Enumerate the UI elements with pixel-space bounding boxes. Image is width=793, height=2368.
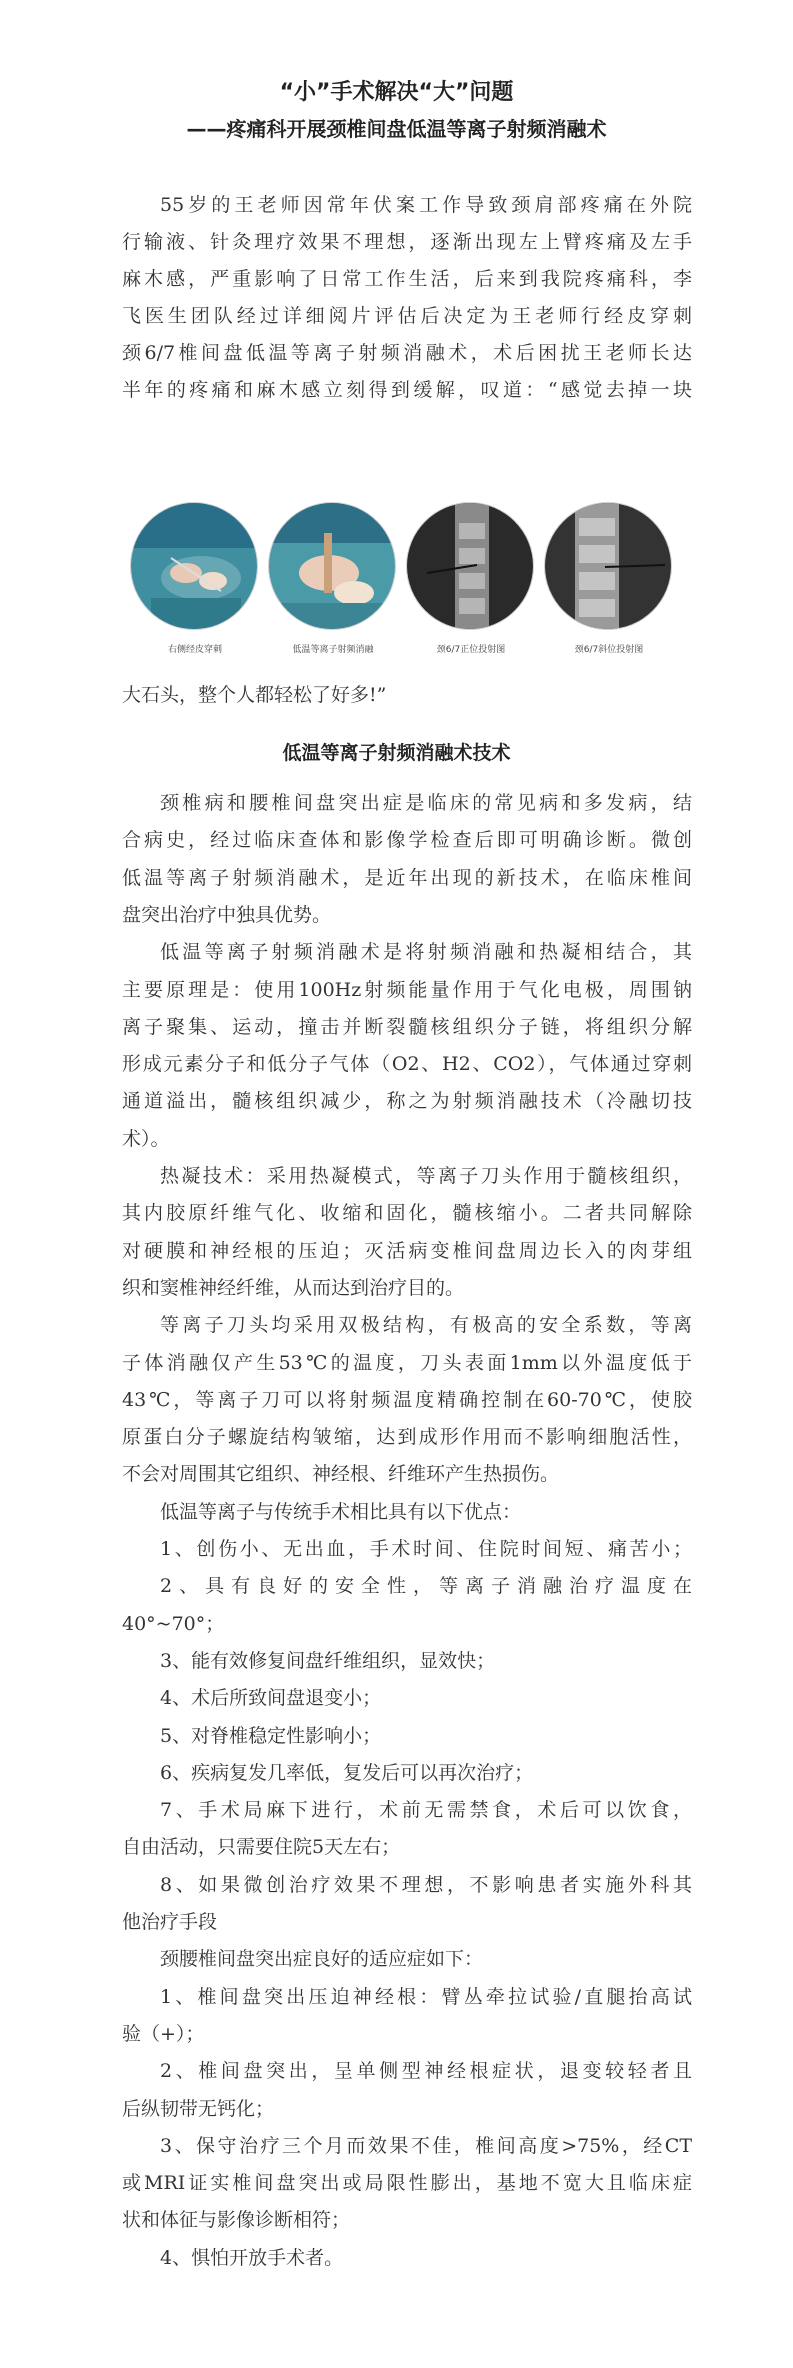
figure-caption: 右侧经皮穿刺: [167, 645, 222, 655]
text-line: 后纵韧带无钙化；: [122, 2098, 275, 2120]
figure-caption: 颈6/7斜位投射图: [574, 645, 644, 655]
text-line: 子体消融仅产生53℃的温度，刀头表面1mm以外温度低于: [122, 1352, 692, 1374]
text-line: 4、惧怕开放手术者。: [160, 2247, 344, 2269]
figure-caption: 低温等离子射频消融: [292, 645, 374, 655]
text-line: 8、如果微创治疗效果不理想，不影响患者实施外科其: [160, 1874, 692, 1896]
figure-item-ablation: [268, 502, 398, 662]
figure-item-puncture: [130, 502, 260, 662]
text-line: 合病史，经过临床查体和影像学检查后即可明确诊断。微创: [122, 829, 692, 851]
text-line: 7、手术局麻下进行，术前无需禁食，术后可以饮食，: [160, 1799, 692, 1821]
text-line: 40°~70°；: [122, 1613, 225, 1635]
text-line: 低温等离子与传统手术相比具有以下优点：: [160, 1501, 522, 1523]
procedure-figure: [130, 502, 670, 662]
text-line: 低温等离子射频消融术，是近年出现的新技术，在临床椎间: [122, 867, 692, 889]
text-line: 自由活动，只需要住院5天左右；: [122, 1836, 401, 1858]
text-line: 颈6/7椎间盘低温等离子射频消融术，术后困扰王老师长达: [122, 342, 692, 364]
text-line: 原蛋白分子螺旋结构皱缩，达到成形作用而不影响细胞活性，: [122, 1426, 692, 1448]
text-line: 或MRI证实椎间盘突出或局限性膨出，基地不宽大且临床症: [122, 2172, 692, 2194]
xray-image-oblique: [544, 502, 672, 630]
text-line: 行输液、针灸理疗效果不理想，逐渐出现左上臂疼痛及左手: [122, 231, 692, 253]
text-line: 织和窦椎神经纤维，从而达到治疗目的。: [122, 1277, 465, 1299]
text-line: 2、具有良好的安全性，等离子消融治疗温度在: [160, 1575, 692, 1597]
text-line: 验（+）；: [122, 2023, 205, 2045]
text-line: 其内胶原纤维气化、收缩和固化，髓核缩小。二者共同解除: [122, 1202, 692, 1224]
article-title: “小”手术解决“大”问题: [279, 80, 514, 105]
text-line: 大石头，整个人都轻松了好多!”: [122, 684, 387, 706]
text-line: 6、疾病复发几率低，复发后可以再次治疗；: [160, 1762, 534, 1784]
text-line: 1、椎间盘突出压迫神经根：臂丛牵拉试验/直腿抬高试: [160, 1986, 692, 2008]
text-line: 55岁的王老师因常年伏案工作导致颈肩部疼痛在外院: [160, 194, 692, 216]
text-line: 等离子刀头均采用双极结构，有极高的安全系数，等离: [160, 1314, 692, 1336]
text-line: 颈椎病和腰椎间盘突出症是临床的常见病和多发病，结: [160, 792, 692, 814]
xray-image-ap: [406, 502, 534, 630]
text-line: 4、术后所致间盘退变小；: [160, 1687, 382, 1709]
article-subtitle: ——疼痛科开展颈椎间盘低温等离子射频消融术: [186, 117, 607, 141]
figure-item-xray-oblique: [544, 502, 674, 662]
text-line: 颈腰椎间盘突出症良好的适应症如下：: [160, 1948, 484, 1970]
text-line: 形成元素分子和低分子气体（O2、H2、CO2），气体通过穿刺: [122, 1053, 692, 1075]
surgery-photo-puncture: [130, 502, 258, 630]
text-line: 术）。: [122, 1128, 170, 1150]
text-line: 不会对周围其它组织、神经根、纤维环产生热损伤。: [122, 1463, 560, 1485]
text-line: 对硬膜和神经根的压迫；灭活病变椎间盘周边长入的肉芽组: [122, 1240, 692, 1262]
text-line: 半年的疼痛和麻木感立刻得到缓解，叹道：“感觉去掉一块: [122, 379, 692, 401]
text-line: 麻木感，严重影响了日常工作生活，后来到我院疼痛科，李: [122, 268, 692, 290]
text-line: 3、能有效修复间盘纤维组织，显效快；: [160, 1650, 496, 1672]
text-line: 盘突出治疗中独具优势。: [122, 904, 332, 926]
section-heading: 低温等离子射频消融术技术: [282, 742, 511, 764]
text-line: 离子聚集、运动，撞击并断裂髓核组织分子链，将组织分解: [122, 1016, 692, 1038]
text-line: 5、对脊椎稳定性影响小；: [160, 1725, 382, 1747]
text-line: 低温等离子射频消融术是将射频消融和热凝相结合，其: [160, 941, 692, 963]
text-line: 他治疗手段: [122, 1911, 218, 1933]
text-line: 主要原理是：使用100Hz射频能量作用于气化电极，周围钠: [122, 979, 692, 1001]
figure-item-xray-ap: [406, 502, 536, 662]
text-line: 2、椎间盘突出，呈单侧型神经根症状，退变较轻者且: [160, 2060, 692, 2082]
text-line: 热凝技术：采用热凝模式，等离子刀头作用于髓核组织，: [160, 1165, 692, 1187]
text-line: 状和体征与影像诊断相符；: [122, 2209, 351, 2231]
figure-caption: 颈6/7正位投射图: [436, 645, 506, 655]
text-line: 1、创伤小、无出血，手术时间、住院时间短、痛苦小；: [160, 1538, 692, 1560]
text-line: 43℃，等离子刀可以将射频温度精确控制在60-70℃，使胶: [122, 1389, 692, 1411]
text-line: 飞医生团队经过详细阅片评估后决定为王老师行经皮穿刺: [122, 305, 692, 327]
text-line: 通道溢出，髓核组织减少，称之为射频消融技术（冷融切技: [122, 1090, 692, 1112]
surgery-photo-ablation: [268, 502, 396, 630]
text-line: 3、保守治疗三个月而效果不佳，椎间高度>75%，经CT: [160, 2135, 692, 2157]
